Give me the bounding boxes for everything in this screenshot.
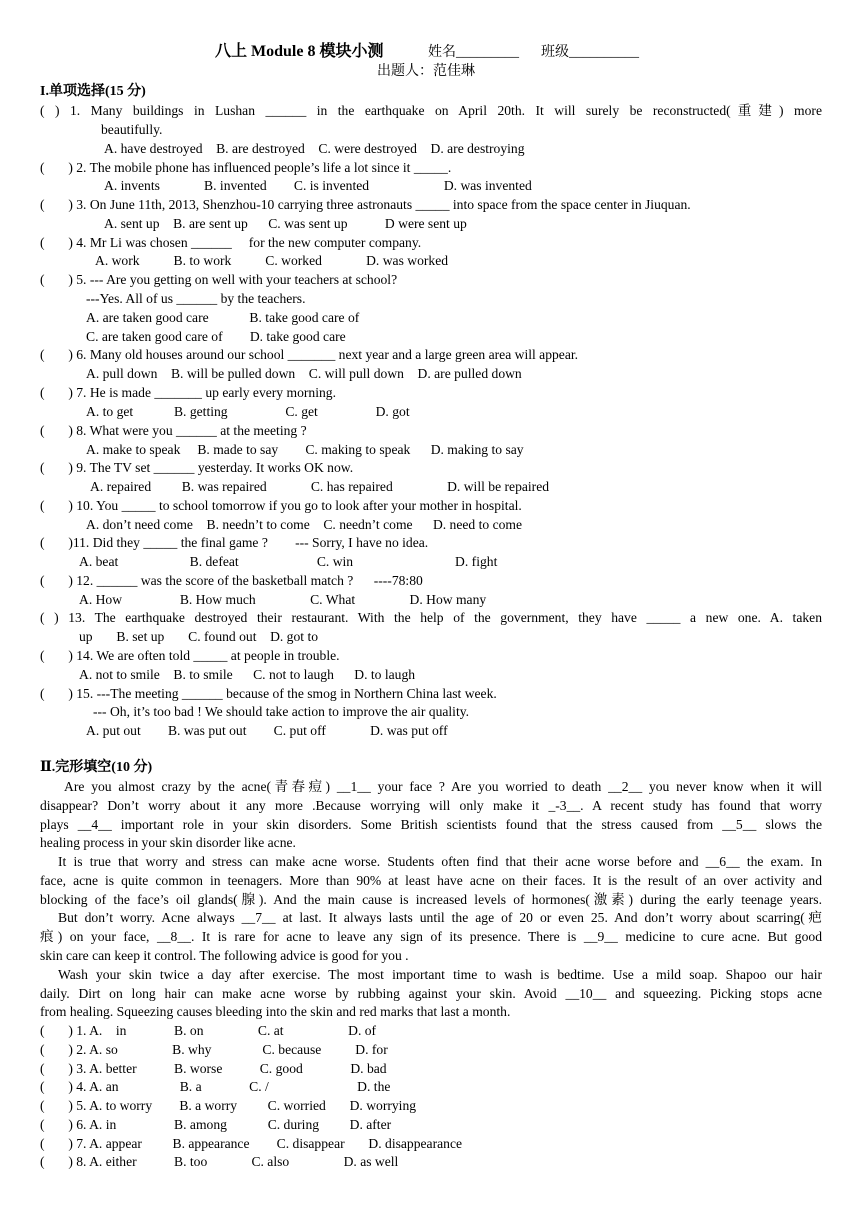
passage-line: blocking of the face’s oil glands(腺). And the main cause is increased levels of hormones(激素) during the early teenage years. bbox=[40, 892, 822, 907]
passage-line: daily. Dirt on long hair can make acne worse by rubbing against your skin. Avoid __10__ and squeezing. Picking stops acne bbox=[40, 986, 822, 1001]
passage-line: Are you almost crazy by the acne(青春痘) __1__ your face ? Are you worried to death __2__ you never know when it will bbox=[64, 779, 822, 794]
question-line: ( ) 7. He is made _______ up early every morning. bbox=[40, 385, 336, 400]
page-title: 八上 Module 8 模块小测 bbox=[215, 43, 384, 60]
question-options: A. work B. to work C. worked D. was worked bbox=[95, 253, 449, 268]
question-line: ( )11. Did they _____ the final game ? --- Sorry, I have no idea. bbox=[40, 535, 429, 550]
passage-line: Wash your skin twice a day after exercise. The most important time to wash is bedtime. Use a mild soap. Shapoo our hair bbox=[58, 967, 822, 982]
name-field-label: 姓名_________ bbox=[428, 45, 519, 60]
passage-line: 痕) on your face, __8__. It is rare for acne to leave any sign of its presence. There is __9__ medicine to cure acne. But good bbox=[40, 929, 822, 944]
passage-line: But don’t worry. Acne always __7__ at last. It always lasts until the age of 20 or even 25. And don’t worry about scarring(疤 bbox=[58, 910, 822, 925]
passage-line: healing process in your skin disorder like acne. bbox=[40, 835, 296, 850]
passage-line: skin care can keep it control. The following advice is good for you . bbox=[40, 948, 409, 963]
question-line: ( ) 8. What were you ______ at the meeting ? bbox=[40, 423, 307, 438]
question-line: ( ) 2. The mobile phone has influenced people’s life a lot since it _____. bbox=[40, 160, 452, 175]
passage-line: from healing. Squeezing causes bleeding into the skin and red marks that last a month. bbox=[40, 1004, 511, 1019]
question-options: A. to get B. getting C. get D. got bbox=[86, 404, 410, 419]
question-options: A. put out B. was put out C. put off D. was put off bbox=[86, 723, 448, 738]
question-options: C. are taken good care of D. take good care bbox=[86, 329, 346, 344]
cloze-option-row: ( ) 4. A. an B. a C. / D. the bbox=[40, 1079, 391, 1094]
cloze-option-row: ( ) 7. A. appear B. appearance C. disappear D. disappearance bbox=[40, 1136, 463, 1151]
passage-line: disappear? Don’t worry about it any more .Because worrying will only make it _-3__. A recent study has found that worry bbox=[40, 798, 822, 813]
question-line: beautifully. bbox=[101, 122, 163, 137]
cloze-option-row: ( ) 6. A. in B. among C. during D. after bbox=[40, 1117, 392, 1132]
question-options: A. have destroyed B. are destroyed C. were destroyed D. are destroying bbox=[104, 141, 525, 156]
cloze-option-row: ( ) 1. A. in B. on C. at D. of bbox=[40, 1023, 377, 1038]
question-options: A. How B. How much C. What D. How many bbox=[79, 592, 487, 607]
passage-line: It is true that worry and stress can make acne worse. Students often find that their acne worse before and __6__ the exam. In bbox=[58, 854, 822, 869]
passage-line: plays __4__ important role in your skin disorders. Some British scientists found that the stress caused from __5__ slows the bbox=[40, 817, 822, 832]
passage-line: face, acne is quite common in teenagers. More than 90% at least have acne on their faces. It is the result of an over activity and bbox=[40, 873, 822, 888]
question-options: A. don’t need come B. needn’t to come C. needn’t come D. need to come bbox=[86, 517, 523, 532]
question-options: A. repaired B. was repaired C. has repaired D. will be repaired bbox=[90, 479, 550, 494]
question-options: A. beat B. defeat C. win D. fight bbox=[79, 554, 498, 569]
section2-heading: Ⅱ.完形填空(10 分) bbox=[40, 760, 153, 775]
question-options: A. make to speak B. made to say C. making to speak D. making to say bbox=[86, 442, 524, 457]
question-line: ( ) 5. --- Are you getting on well with your teachers at school? bbox=[40, 272, 398, 287]
question-options: A. pull down B. will be pulled down C. will pull down D. are pulled down bbox=[86, 366, 522, 381]
cloze-option-row: ( ) 2. A. so B. why C. because D. for bbox=[40, 1042, 388, 1057]
question-line: ---Yes. All of us ______ by the teachers. bbox=[86, 291, 306, 306]
question-options: A. are taken good care B. take good care of bbox=[86, 310, 360, 325]
question-line: ( ) 4. Mr Li was chosen ______ for the new computer company. bbox=[40, 235, 422, 250]
question-line: --- Oh, it’s too bad ! We should take action to improve the air quality. bbox=[93, 704, 470, 719]
question-line: ( ) 14. We are often told _____ at people in trouble. bbox=[40, 648, 340, 663]
question-options: up B. set up C. found out D. got to bbox=[79, 629, 319, 644]
question-line: ( ) 15. ---The meeting ______ because of the smog in Northern China last week. bbox=[40, 686, 497, 701]
question-line: ( ) 6. Many old houses around our school _______ next year and a large green area will appear. bbox=[40, 347, 579, 362]
question-options: A. not to smile B. to smile C. not to laugh D. to laugh bbox=[79, 667, 416, 682]
question-options: A. sent up B. are sent up C. was sent up D were sent up bbox=[104, 216, 467, 231]
question-options: A. invents B. invented C. is invented D. was invented bbox=[104, 178, 532, 193]
question-line: ( ) 3. On June 11th, 2013, Shenzhou-10 carrying three astronauts _____ into space from the space center in Jiuquan. bbox=[40, 197, 691, 212]
question-line: ( ) 10. You _____ to school tomorrow if you go to look after your mother in hospital. bbox=[40, 498, 522, 513]
class-field-label: 班级__________ bbox=[541, 45, 639, 60]
question-line: ( ) 13. The earthquake destroyed their restaurant. With the help of the government, they have _____ a new one. A. taken bbox=[40, 610, 822, 625]
cloze-option-row: ( ) 3. A. better B. worse C. good D. bad bbox=[40, 1061, 387, 1076]
question-line: ( ) 1. Many buildings in Lushan ______ in the earthquake on April 20th. It will surely be reconstructed(重建) more bbox=[40, 103, 822, 118]
cloze-option-row: ( ) 8. A. either B. too C. also D. as well bbox=[40, 1154, 399, 1169]
section1-heading: I.单项选择(15 分) bbox=[40, 84, 146, 99]
question-line: ( ) 9. The TV set ______ yesterday. It works OK now. bbox=[40, 460, 354, 475]
author-line: 出题人：范佳琳 bbox=[377, 64, 475, 79]
question-line: ( ) 12. ______ was the score of the basketball match ? ----78:80 bbox=[40, 573, 423, 588]
cloze-option-row: ( ) 5. A. to worry B. a worry C. worried D. worrying bbox=[40, 1098, 417, 1113]
